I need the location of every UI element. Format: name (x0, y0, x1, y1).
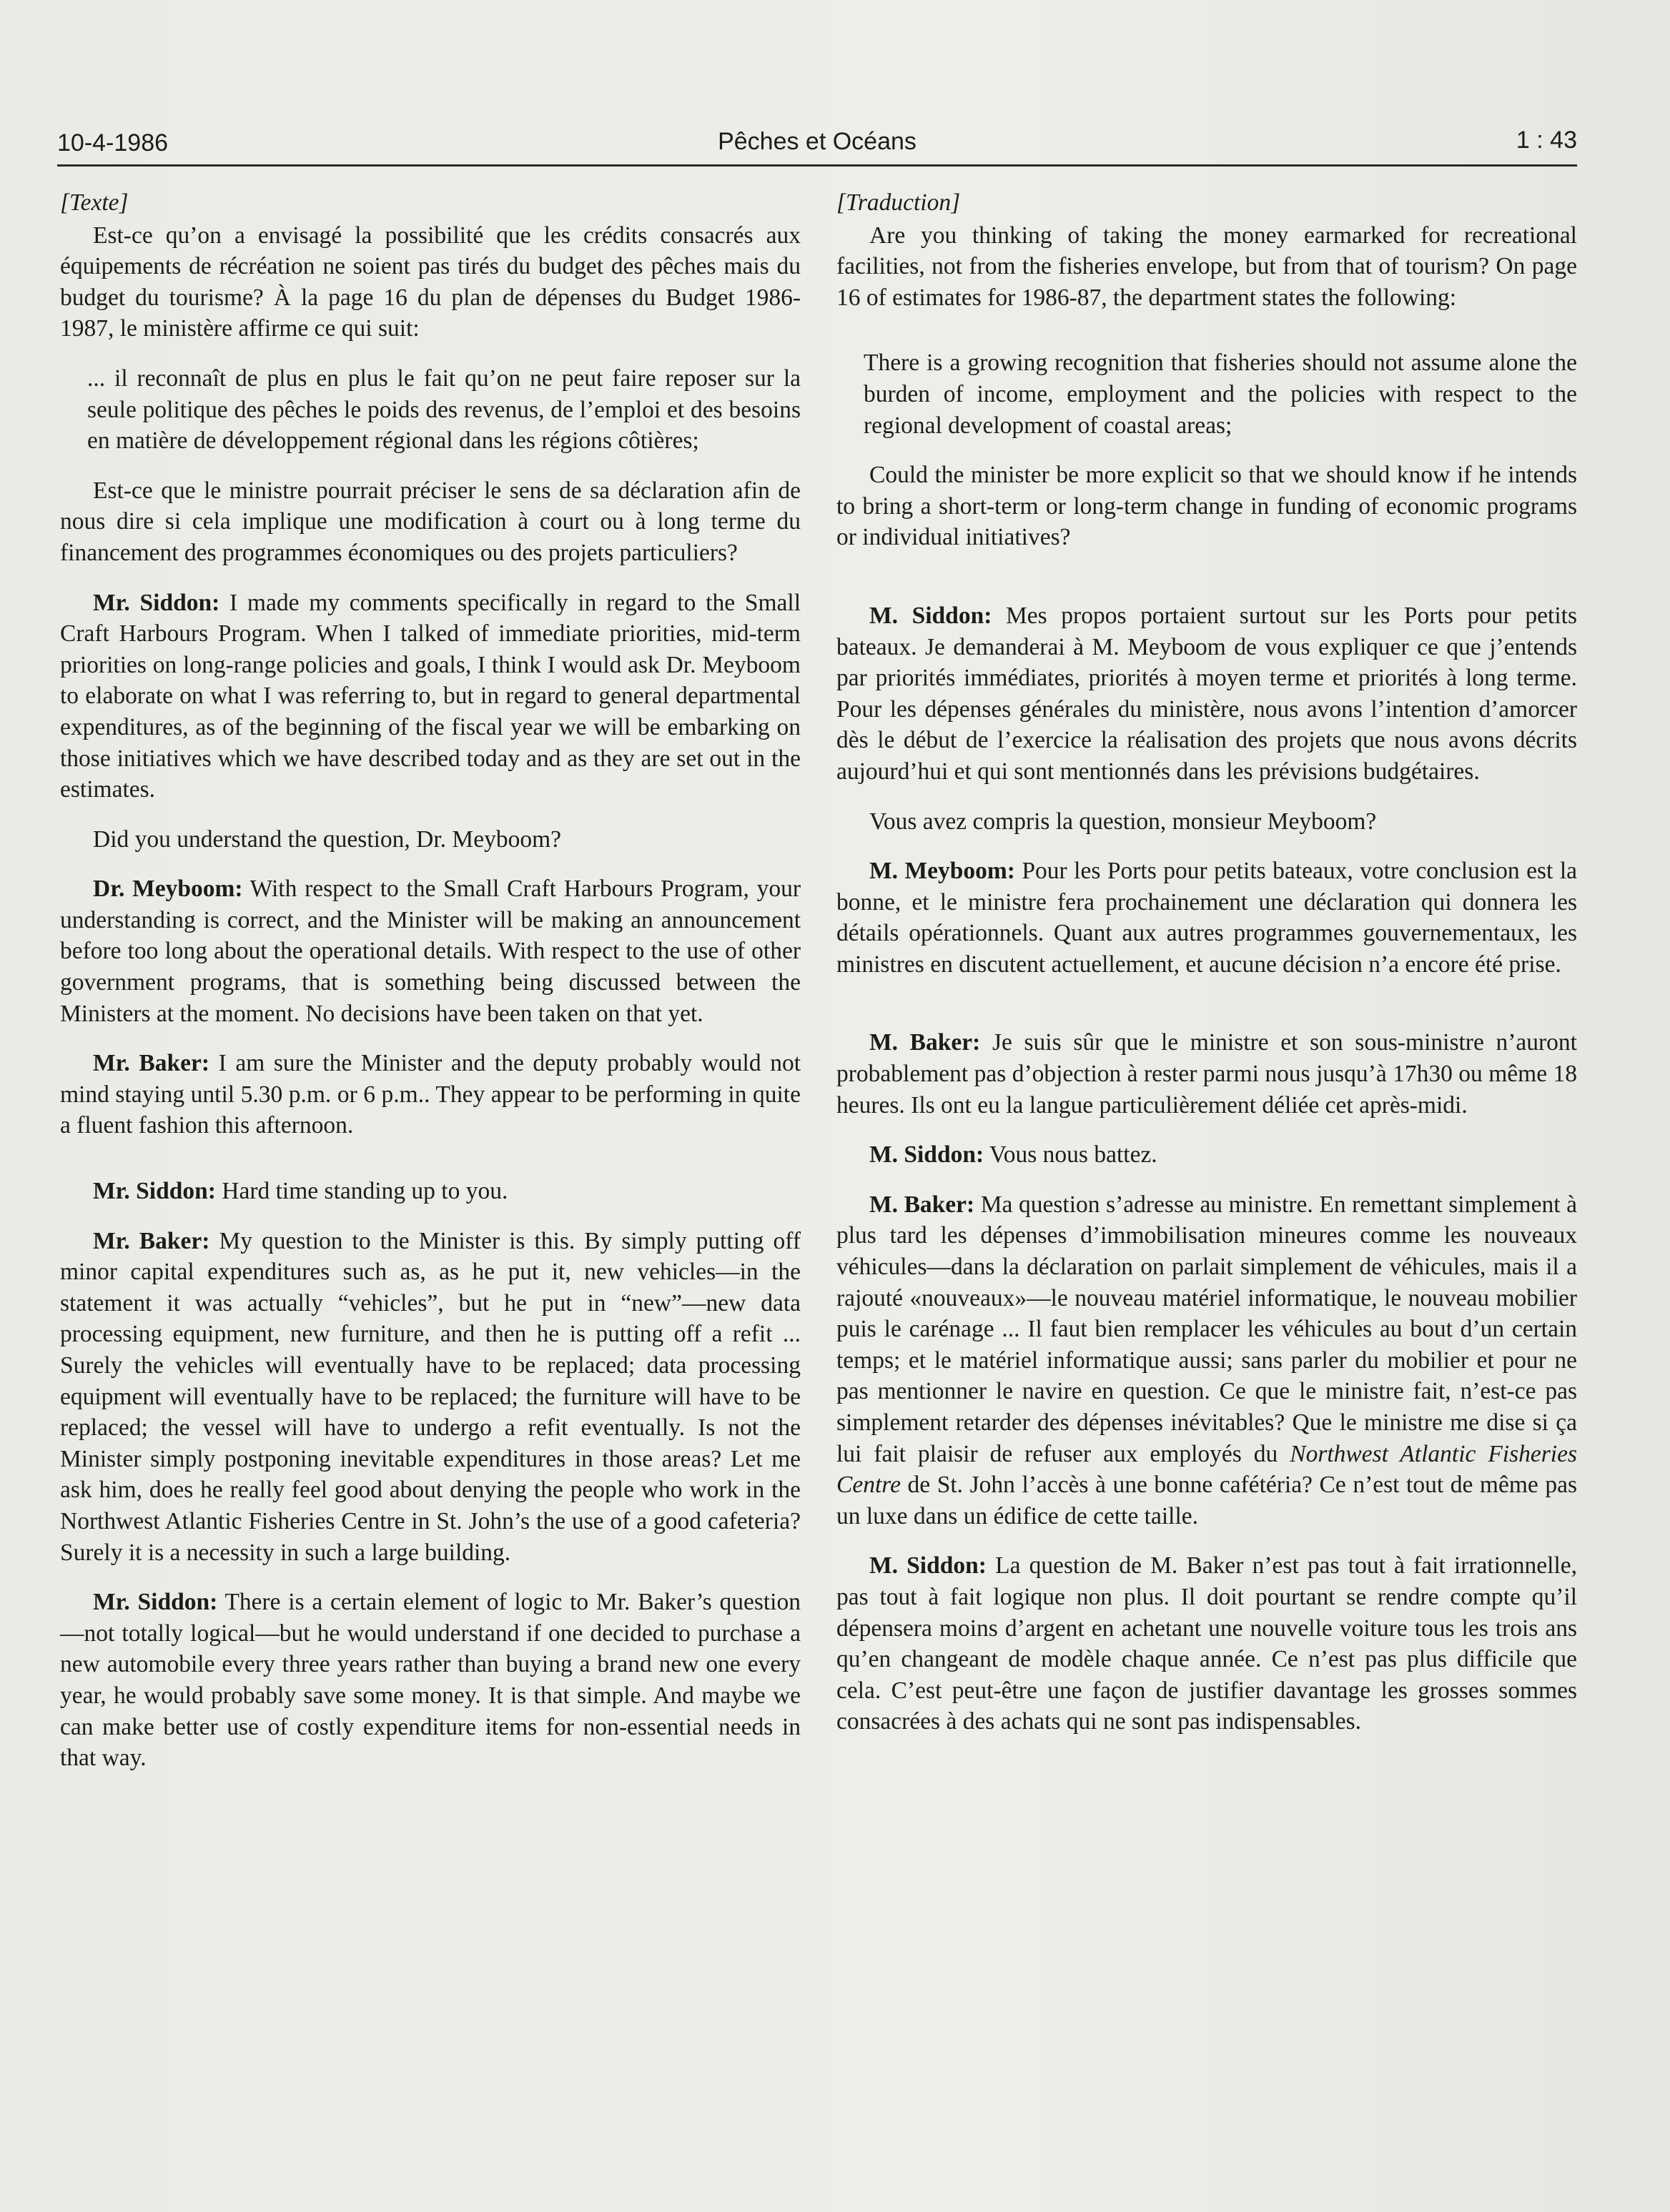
paragraph: Est-ce que le ministre pourrait préciser le sens de sa déclaration afin de nous dire si cela implique une modification à court ou à long terme du financement des programmes économiques ou des projets particuliers? (60, 477, 801, 566)
speech-baker-1 (60, 1048, 801, 1141)
speaker-name: Mr. Siddon: (93, 1589, 218, 1616)
speech-siddon-1 (836, 600, 1577, 788)
speech-siddon-2 (836, 1139, 1577, 1171)
speech-text: I made my comments specifically in regard to the Small Craft Harbours Program. When I talked of immediate priorities, mid-term priorities on long-range policies and goals, I think I would ask Dr. Meyboom to elaborate on what I was referring to, but in regard to general departmental expenditures, as of the beginning of the fiscal year we will be embarking on those initiatives which we have described today and as they are set out in the estimates. (60, 589, 801, 803)
speech-siddon-1 (60, 587, 801, 805)
speech-text: de St. John l’accès à une bonne cafétéria? Ce n’est tout de même pas un luxe dans un édifice de cette taille. (836, 1472, 1578, 1529)
speech-baker-2 (836, 1189, 1577, 1532)
speech-baker-2 (60, 1226, 801, 1569)
speaker-name: Dr. Meyboom: (93, 876, 243, 903)
paragraph: Could the minister be more explicit so that we should know if he intends to bring a short-term or long-term change in funding of economic programs or individual initiatives? (836, 462, 1577, 551)
speech-text: Pour les Ports pour petits bateaux, votre conclusion est la bonne, et le ministre fera prochainement une déclaration qui donnera les détails opérationnels. Quant aux autres programmes gouvernementaux, les ministres en discutent actuellement, et aucune décision n’a encore été prise. (836, 858, 1577, 978)
speech-text: Hard time standing up to you. (222, 1178, 508, 1205)
speech-siddon-2 (60, 1176, 801, 1207)
paragraph: Did you understand the question, Dr. Meyboom? (93, 825, 562, 853)
block-quote: There is a growing recognition that fisheries should not assume alone the burden of income, employment and the policies with respect to the regional development of coastal areas; (864, 349, 1577, 439)
speech-baker-1 (836, 1027, 1577, 1121)
paragraph: Est-ce qu’on a envisagé la possibilité que les crédits consacrés aux équipements de récréation ne soient pas tirés du budget des pêches mais du budget du tourisme? À la page 16 du plan de dépenses du Budget 1986-1987, le ministère affirme ce qui suit: (60, 222, 801, 342)
speaker-name: M. Baker: (869, 1029, 981, 1056)
block-quote: ... il reconnaît de plus en plus le fait qu’on ne peut faire reposer sur la seule politique des pêches le poids des revenus, de l’emploi et des besoins en matière de développement régional dans les régions côtières; (87, 364, 801, 455)
column-label-traduction: [Traduction] (836, 189, 961, 216)
institution-name: Northwest Atlantic Fisheries Centre (836, 1440, 1577, 1499)
speaker-name: M. Siddon: (869, 1141, 984, 1169)
speech-siddon-3 (60, 1587, 801, 1774)
page-header (57, 120, 1577, 167)
speech-text: My question to the Minister is this. By simply putting off minor capital expenditures such as, as he put it, new vehicles—in the statement it was actually “vehicles”, but he put in “new”—new data processing equipment, new furniture, and then he is putting off a refit ... Surely the vehicles will eventually have to be replaced; data processing equipment will eventually have to be replaced; the furniture will have to be replaced; the vessel will have to undergo a refit eventually. Is not the Minister simply postponing inevitable expenditures in those areas? Let me ask him, does he really feel good about denying the people who work in the Northwest Atlantic Fisheries Centre in St. John’s the use of a good cafeteria? Surely it is a necessity in such a large building. (60, 1227, 801, 1566)
speech-text: Vous nous battez. (989, 1141, 1157, 1169)
speaker-name: Mr. Siddon: (93, 589, 220, 616)
speaker-name: Mr. Baker: (93, 1227, 210, 1254)
speech-meyboom (836, 855, 1577, 980)
speech-siddon-3 (836, 1550, 1577, 1737)
speech-text: I am sure the Minister and the deputy probably would not mind staying until 5.30 p.m. or 6 p.m.. They appear to be performing in quite a fluent fashion this afternoon. (60, 1050, 801, 1139)
header-title: Pêches et Océans (718, 128, 916, 155)
paragraph: Are you thinking of taking the money earmarked for recreational facilities, not from the fisheries envelope, but from that of tourism? On page 16 of estimates for 1986-87, the department states the following: (836, 222, 1577, 311)
paragraph: Vous avez compris la question, monsieur Meyboom? (869, 808, 1377, 835)
speaker-name: M. Baker: (869, 1191, 975, 1218)
speech-text: Mes propos portaient surtout sur les Ports pour petits bateaux. Je demanderai à M. Meyboom de vous expliquer ce que j’entends par priorités immédiates, priorités à moyen terme et priorités à long terme. Pour les dépenses générales du ministère, nous avons l’intention d’amorcer dès le début de l’exercice la réalisation des projets que nous avons décrits aujourd’hui et qui sont mentionnés dans les prévisions budgétaires. (836, 602, 1578, 785)
header-date: 10-4-1986 (57, 129, 169, 157)
speaker-name: M. Meyboom: (869, 858, 1015, 885)
column-label-texte: [Texte] (60, 189, 129, 216)
speaker-name: M. Siddon: (869, 602, 992, 629)
speech-text: La question de M. Baker n’est pas tout à fait irrationnelle, pas tout à fait logique non plus. Il doit pourtant se rendre compte qu’il dépensera moins d’argent en achetant une nouvelle voiture tous les trois ans qu’en changeant de modèle chaque année. Ce n’est pas plus difficile que cela. C’est peut-être une façon de justifier davantage les grosses sommes consacrées à des achats qui ne sont pas indispensables. (836, 1552, 1578, 1735)
speech-text: Ma question s’adresse au ministre. En remettant simplement à plus tard les dépenses d’immobilisation mineures comme les nouveaux véhicules—dans la déclaration on parlait simplement de véhicules, mais il a rajouté «nouveaux»—le nouveau matériel informatique, le nouveau mobilier puis le carénage ... Il faut bien remplacer les véhicules au bout d’un certain temps; et le matériel informatique aussi; sans parler du mobilier et pour ne pas mentionner le navire en question. Ce que le ministre fait, n’est-ce pas simplement retarder des dépenses inévitables? Que le ministre me dise si ça lui fait plaisir de refuser aux employés du (836, 1191, 1577, 1467)
speaker-name: Mr. Baker: (93, 1050, 210, 1077)
speaker-name: Mr. Siddon: (93, 1178, 216, 1205)
page-number: 1 : 43 (1516, 127, 1577, 154)
speech-text: Je suis sûr que le ministre et son sous-ministre n’auront probablement pas d’objection à rester parmi nous jusqu’à 17h30 ou même 18 heures. Ils ont eu la langue particulièrement déliée cet après-midi. (836, 1029, 1577, 1119)
left-column (60, 187, 801, 1792)
speech-text: With respect to the Small Craft Harbours Program, your understanding is correct, and the Minister will be making an announcement before too long about the operational details. With respect to the use of other government programs, that is something being discussed between the Ministers at the moment. No decisions have been taken on that yet. (60, 876, 801, 1027)
right-column (836, 187, 1577, 1756)
speech-meyboom (60, 873, 801, 1029)
speech-text: There is a certain element of logic to Mr. Baker’s question—not totally logical—but he would understand if one decided to purchase a new automobile every three years rather than buying a brand new one every year, he would probably save some money. It is that simple. And maybe we can make better use of costly expenditure items for non-essential needs in that way. (60, 1589, 801, 1772)
speaker-name: M. Siddon: (869, 1552, 987, 1579)
